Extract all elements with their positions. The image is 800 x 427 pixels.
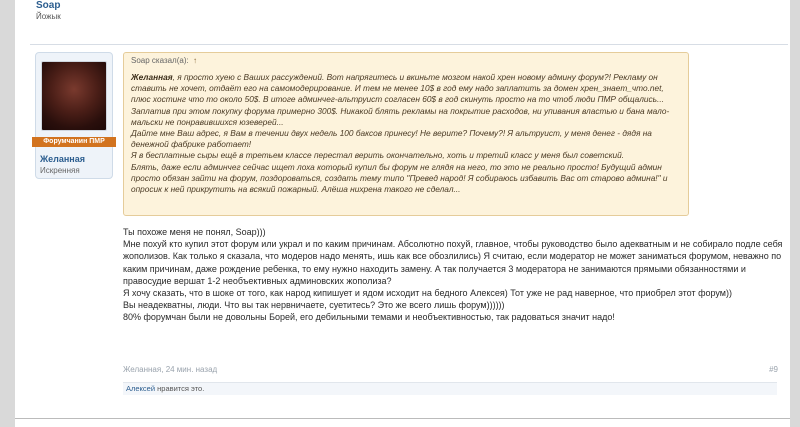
quote-body	[131, 72, 679, 195]
quote-paragraph: Дайте мне Ваш адрес, я Вам в течении двух недель 100 баксов принесу! Не верите? Почему?! Я альтруист, у меня денег - дядя на денежной фабрике работает!	[131, 128, 652, 150]
user-ribbon-badge: Форумчанин ПМР	[32, 137, 116, 147]
liker-link[interactable]: Алексей	[126, 384, 156, 393]
bottom-divider	[15, 418, 790, 419]
user-name-link[interactable]: Желанная	[40, 154, 85, 164]
quote-paragraph: Желанная, я просто хуею с Ваших рассуждений. Вот напрягитесь и вкиньте мозгом накой хрен новому админу форум?! Рекламу он ставить не хочет, отдаёт его на самомодерирование. И тем не менее 10$ в год ему надо заплатить за домен хрен_знает_что.net, плюс хостинг что то около 50$. В итоге админчег-альтруист согласен 60$ в год скинуть просто на то чтоб люди ПМР общались... Заплатив при этом покупку форума примерно 300$. Никакой блять рекламы на покрытие расходов, ни упивания властью и бана мало-мальски не понравившихся юзеверей...	[131, 72, 670, 127]
right-page-gutter	[790, 0, 800, 427]
previous-post-author-name[interactable]: Soap	[36, 0, 61, 11]
user-title: Искренняя	[40, 166, 80, 175]
user-card	[35, 52, 113, 179]
post-meta	[123, 365, 217, 374]
post-meta-separator: ,	[161, 365, 164, 374]
likes-text: нравится это.	[157, 384, 205, 393]
previous-post-user-title: Йожык	[36, 12, 61, 21]
message-body	[123, 226, 783, 324]
quote-mention: Желанная	[131, 72, 173, 82]
message-paragraph: Мне похуй кто купил этот форум или украл и по каким причинам. Абсолютно похуй, главное, чтобы руководство было адекватным и не собирало подле себя жополизов. Как только я сказала, что модеров надо менять, ишь как все обозлились) Я считаю, если модератор не может заниматься форумом, неважно по каким причинам, даже рождение ребенка, то ему нужно находить замену. А так получается 3 модератора не занимаются прямыми обязанностями и правосудие вершат 1-2 необъективных админовских жополиза?	[123, 239, 783, 286]
quote-header	[131, 56, 197, 65]
message-paragraph: Я хочу сказать, что в шоке от того, как народ кипишует и ядом исходит на бедного Алексея) Тот уже не рад наверное, что приобрел этот форум))	[123, 288, 732, 299]
post-divider	[30, 44, 788, 45]
post-date[interactable]: 24 мин. назад	[165, 365, 218, 374]
previous-post-author	[36, 0, 61, 22]
message-paragraph: Ты похоже меня не понял, Soap)))	[123, 227, 266, 237]
quote-jump-arrow-icon[interactable]: ↑	[192, 56, 197, 65]
avatar[interactable]	[41, 61, 107, 131]
quote-paragraph: Блять, даже если админчег сейчас ищет лоха который купил бы форум не глядя на него, то это не реально просто! Будущий админ просто обязан зайти на форум, поздороваться, создать тему типо "Превед народ! Я собираюсь избавить Вас от старово админа!" и опросик к ней прикрутить на всякий пожарный. Алёша нихрена такого не сделал...	[131, 161, 668, 195]
likes-bar	[123, 382, 777, 395]
quote-author-label: Soap сказал(а):	[131, 56, 189, 65]
left-page-gutter	[0, 0, 15, 427]
post-number-link[interactable]: #9	[769, 365, 778, 374]
message-paragraph: Вы неадекватны, люди. Что вы так нервничаете, суетитесь? Это же всего лишь форум))))))	[123, 300, 505, 311]
post-meta-author[interactable]: Желанная	[123, 365, 162, 374]
quote-block	[123, 52, 689, 216]
message-paragraph: 80% форумчан были не довольны Борей, его дебильными темами и необъективностью, так радоваться значит надо!	[123, 312, 615, 323]
quote-paragraph: Я в бесплатные сыры ещё в третьем классе перестал верить окончательно, хоть и третий класс у меня был советский.	[131, 150, 625, 161]
